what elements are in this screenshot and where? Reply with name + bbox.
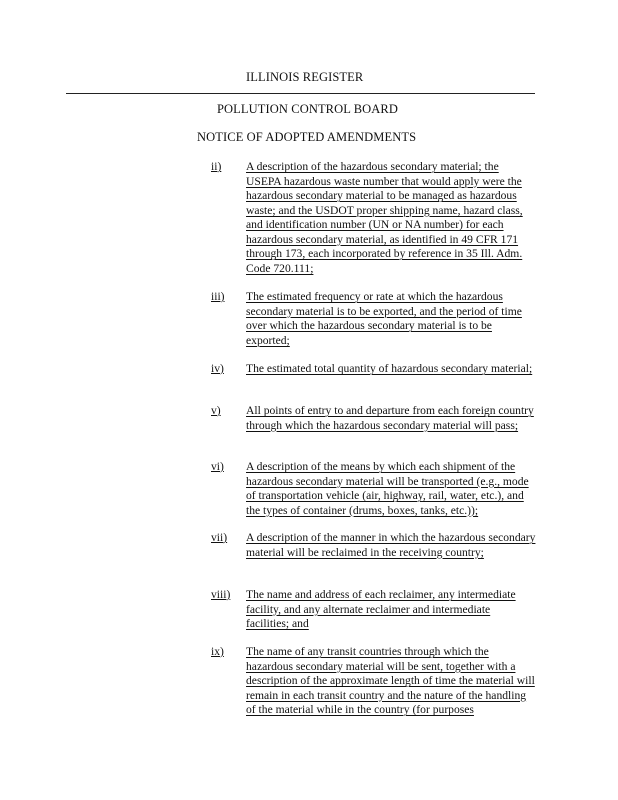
item-number: v) — [211, 404, 221, 417]
list-item — [211, 645, 541, 718]
item-number: ix) — [211, 645, 224, 658]
list-item — [211, 362, 541, 377]
item-text: A description of the hazardous secondary material; the USEPA hazardous waste number that would apply were the hazardous secondary material to be managed as hazardous waste; and the USDOT proper shipping name, hazard class, and identification number (UN or NA number) for each hazardous secondary material, as identified in 49 CFR 171 through 173, each incorporated by reference in 35 Ill. Adm. Code 720.111; — [246, 160, 523, 275]
register-title: ILLINOIS REGISTER — [246, 70, 364, 84]
item-number: iv) — [211, 362, 224, 375]
list-item — [211, 404, 541, 433]
item-number: vi) — [211, 460, 224, 473]
notice-title: NOTICE OF ADOPTED AMENDMENTS — [197, 130, 417, 144]
item-text: The name and address of each reclaimer, any intermediate facility, and any alternate reclaimer and intermediate facilities; and — [246, 588, 516, 630]
item-number: iii) — [211, 290, 225, 303]
list-item — [211, 460, 541, 518]
list-item — [211, 531, 541, 560]
item-number: vii) — [211, 531, 228, 544]
board-title: POLLUTION CONTROL BOARD — [217, 102, 398, 116]
item-text: The estimated frequency or rate at which the hazardous secondary material is to be exported, and the period of time over which the hazardous secondary material is to be exported; — [246, 290, 522, 347]
header-rule — [66, 93, 535, 94]
item-text: All points of entry to and departure from each foreign country through which the hazardous secondary material will pass; — [246, 404, 534, 432]
item-number: viii) — [211, 588, 231, 601]
list-item — [211, 290, 541, 348]
item-text: The name of any transit countries through which the hazardous secondary material will be sent, together with a description of the approximate length of time the material will remain in each transit country and the nature of the handling of the material while in the country (for purposes — [246, 645, 535, 716]
item-number: ii) — [211, 160, 222, 173]
item-text: A description of the manner in which the hazardous secondary material will be reclaimed in the receiving country; — [246, 531, 536, 559]
item-text: A description of the means by which each shipment of the hazardous secondary material will be transported (e.g., mode of transportation vehicle (air, highway, rail, water, etc.), and the types of container (drums, boxes, tanks, etc.)); — [246, 460, 529, 517]
list-item — [211, 160, 541, 276]
item-text: The estimated total quantity of hazardous secondary material; — [246, 362, 533, 375]
list-item — [211, 588, 541, 632]
